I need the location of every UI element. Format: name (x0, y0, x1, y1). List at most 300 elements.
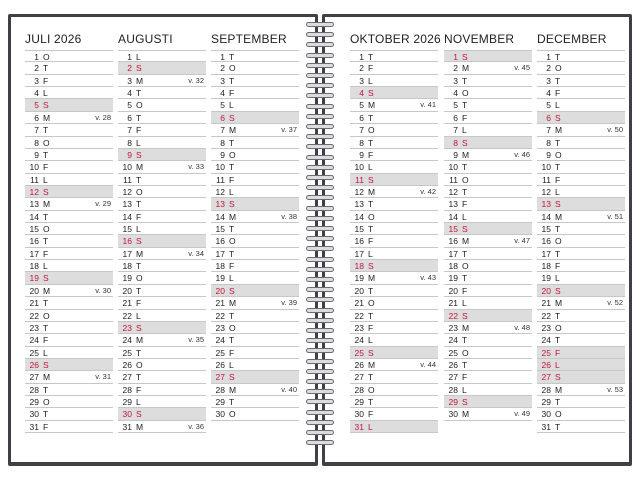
weekday-letter: T (368, 137, 374, 148)
day-row[interactable] (350, 248, 438, 260)
weekday-letter: O (229, 236, 236, 247)
day-row[interactable] (350, 211, 438, 223)
day-row[interactable] (537, 235, 625, 247)
weekday-letter: T (229, 75, 235, 86)
weekday-letter: S (136, 63, 142, 74)
day-row[interactable] (350, 174, 438, 186)
weekday-letter: F (136, 384, 142, 395)
day-number: 22 (29, 310, 39, 321)
weekday-letter: T (136, 347, 142, 358)
day-row[interactable] (537, 186, 625, 198)
day-row[interactable] (537, 50, 625, 62)
day-row[interactable] (211, 248, 299, 260)
weekday-letter: S (229, 112, 235, 123)
day-row[interactable] (118, 161, 206, 173)
day-number: 23 (29, 322, 39, 333)
day-row[interactable] (25, 310, 113, 322)
day-number: 4 (359, 88, 364, 99)
week-number: v. 43 (420, 273, 436, 283)
day-number: 20 (354, 285, 364, 296)
day-row[interactable] (350, 161, 438, 173)
weekday-letter: T (368, 397, 374, 408)
day-row[interactable] (350, 62, 438, 74)
day-row[interactable] (444, 371, 532, 383)
day-row[interactable] (118, 99, 206, 111)
day-number: 29 (122, 397, 132, 408)
day-row[interactable] (537, 371, 625, 383)
month-column-september (211, 28, 299, 421)
day-row[interactable] (25, 371, 113, 383)
weekday-letter: T (43, 149, 49, 160)
day-row[interactable] (118, 285, 206, 297)
day-row[interactable] (537, 297, 625, 309)
weekday-letter: F (136, 298, 142, 309)
day-row[interactable] (118, 198, 206, 210)
day-row[interactable] (444, 384, 532, 396)
day-number: 9 (34, 149, 39, 160)
weekday-letter: M (136, 248, 144, 259)
weekday-letter: T (43, 322, 49, 333)
spiral-loop (306, 93, 334, 98)
day-row[interactable] (444, 186, 532, 198)
spiral-loop (306, 359, 334, 364)
day-row[interactable] (444, 99, 532, 111)
weekday-letter: M (555, 298, 563, 309)
day-row[interactable] (118, 211, 206, 223)
day-row[interactable] (25, 359, 113, 371)
day-row[interactable] (444, 223, 532, 235)
day-row[interactable] (350, 112, 438, 124)
day-row[interactable] (211, 50, 299, 62)
weekday-letter: M (462, 409, 470, 420)
day-row[interactable] (350, 272, 438, 284)
day-number: 28 (29, 384, 39, 395)
day-row[interactable] (118, 149, 206, 161)
day-row[interactable] (350, 310, 438, 322)
day-row[interactable] (537, 384, 625, 396)
day-row[interactable] (118, 334, 206, 346)
day-number: 13 (448, 199, 458, 210)
day-number: 12 (541, 186, 551, 197)
day-row[interactable] (25, 334, 113, 346)
weekday-letter: F (368, 149, 374, 160)
day-row[interactable] (211, 272, 299, 284)
day-row[interactable] (118, 50, 206, 62)
day-row[interactable] (444, 285, 532, 297)
day-number: 5 (546, 100, 551, 111)
day-row[interactable] (118, 124, 206, 136)
day-row[interactable] (211, 186, 299, 198)
day-number: 18 (354, 261, 364, 272)
weekday-letter: L (368, 421, 373, 432)
day-row[interactable] (537, 322, 625, 334)
day-row[interactable] (211, 137, 299, 149)
weekday-letter: L (555, 100, 560, 111)
day-row[interactable] (118, 137, 206, 149)
weekday-letter: T (462, 273, 468, 284)
weekday-letter: T (555, 335, 561, 346)
day-row[interactable] (25, 322, 113, 334)
day-row[interactable] (350, 334, 438, 346)
day-row[interactable] (25, 297, 113, 309)
weekday-letter: L (368, 248, 373, 259)
day-row[interactable] (350, 371, 438, 383)
day-number: 1 (220, 52, 225, 62)
day-row[interactable] (444, 396, 532, 408)
weekday-letter: S (136, 236, 142, 247)
day-row[interactable] (350, 87, 438, 99)
day-row[interactable] (25, 161, 113, 173)
day-row[interactable] (537, 359, 625, 371)
day-row[interactable] (444, 347, 532, 359)
weekday-letter: S (462, 52, 468, 62)
weekday-letter: T (555, 224, 561, 235)
day-row[interactable] (25, 260, 113, 272)
day-row[interactable] (118, 310, 206, 322)
day-row[interactable] (118, 322, 206, 334)
day-row[interactable] (118, 87, 206, 99)
day-row[interactable] (350, 235, 438, 247)
day-row[interactable] (537, 112, 625, 124)
day-row[interactable] (537, 408, 625, 420)
day-number: 22 (354, 310, 364, 321)
day-row[interactable] (25, 124, 113, 136)
day-row[interactable] (350, 124, 438, 136)
weekday-letter: O (136, 359, 143, 370)
day-row[interactable] (537, 272, 625, 284)
day-row[interactable] (537, 174, 625, 186)
day-row[interactable] (444, 297, 532, 309)
week-number: v. 32 (188, 75, 204, 85)
day-row[interactable] (350, 137, 438, 149)
day-number: 6 (359, 112, 364, 123)
weekday-letter: T (368, 224, 374, 235)
day-number: 9 (127, 149, 132, 160)
day-row[interactable] (537, 149, 625, 161)
day-number: 19 (448, 273, 458, 284)
day-number: 21 (215, 298, 225, 309)
day-row[interactable] (25, 75, 113, 87)
day-row[interactable] (118, 260, 206, 272)
day-row[interactable] (350, 186, 438, 198)
day-row[interactable] (350, 223, 438, 235)
day-row[interactable] (350, 359, 438, 371)
day-row[interactable] (350, 347, 438, 359)
day-row[interactable] (25, 396, 113, 408)
weekday-letter: T (555, 248, 561, 259)
day-row[interactable] (211, 161, 299, 173)
day-row[interactable] (444, 334, 532, 346)
day-row[interactable] (25, 235, 113, 247)
day-row[interactable] (211, 260, 299, 272)
day-number: 8 (359, 137, 364, 148)
weekday-letter: O (136, 100, 143, 111)
day-row[interactable] (444, 260, 532, 272)
day-row[interactable] (211, 408, 299, 420)
day-number: 13 (354, 199, 364, 210)
day-number: 25 (29, 347, 39, 358)
month-title: SEPTEMBER (211, 32, 287, 46)
day-number: 24 (448, 335, 458, 346)
day-number: 14 (354, 211, 364, 222)
day-row[interactable] (25, 421, 113, 433)
day-row[interactable] (537, 421, 625, 433)
day-row[interactable] (444, 149, 532, 161)
weekday-letter: O (136, 273, 143, 284)
spiral-loop (306, 338, 334, 343)
weekday-letter: T (136, 285, 142, 296)
day-row[interactable] (25, 186, 113, 198)
day-number: 10 (29, 162, 39, 173)
weekday-letter: T (368, 112, 374, 123)
day-row[interactable] (118, 186, 206, 198)
week-number: v. 42 (420, 186, 436, 196)
day-number: 8 (546, 137, 551, 148)
day-row[interactable] (537, 347, 625, 359)
day-number: 31 (354, 421, 364, 432)
day-row[interactable] (350, 198, 438, 210)
day-row[interactable] (444, 137, 532, 149)
day-row[interactable] (211, 211, 299, 223)
weekday-letter: F (368, 63, 374, 74)
day-row[interactable] (211, 396, 299, 408)
day-row[interactable] (537, 198, 625, 210)
day-row[interactable] (444, 310, 532, 322)
day-row[interactable] (350, 384, 438, 396)
spiral-loop (306, 185, 334, 190)
day-row[interactable] (25, 248, 113, 260)
day-row[interactable] (537, 75, 625, 87)
weekday-letter: T (462, 248, 468, 259)
day-row[interactable] (444, 174, 532, 186)
day-row[interactable] (211, 235, 299, 247)
weekday-letter: F (229, 347, 235, 358)
day-row[interactable] (211, 99, 299, 111)
day-row[interactable] (537, 137, 625, 149)
day-row[interactable] (444, 75, 532, 87)
week-number: v. 37 (281, 125, 297, 135)
day-row[interactable] (25, 347, 113, 359)
day-number: 28 (541, 384, 551, 395)
day-number: 31 (122, 421, 132, 432)
day-number: 14 (122, 211, 132, 222)
week-number: v. 49 (514, 409, 530, 419)
day-row[interactable] (444, 359, 532, 371)
weekday-letter: O (43, 137, 50, 148)
spiral-loop (306, 430, 334, 435)
day-number: 13 (215, 199, 225, 210)
day-row[interactable] (25, 408, 113, 420)
day-number: 17 (354, 248, 364, 259)
day-row[interactable] (25, 285, 113, 297)
day-row[interactable] (444, 272, 532, 284)
weekday-letter: F (43, 248, 49, 259)
day-row[interactable] (118, 396, 206, 408)
day-row[interactable] (25, 62, 113, 74)
day-row[interactable] (118, 297, 206, 309)
weekday-letter: F (43, 75, 49, 86)
day-row[interactable] (25, 50, 113, 62)
day-row[interactable] (211, 174, 299, 186)
day-number: 18 (541, 261, 551, 272)
day-row[interactable] (444, 248, 532, 260)
day-row[interactable] (350, 421, 438, 433)
day-row[interactable] (118, 359, 206, 371)
day-row[interactable] (444, 322, 532, 334)
day-row[interactable] (25, 272, 113, 284)
weekday-letter: T (229, 137, 235, 148)
day-row[interactable] (350, 297, 438, 309)
day-row[interactable] (211, 371, 299, 383)
day-row[interactable] (537, 248, 625, 260)
week-number: v. 51 (607, 211, 623, 221)
day-row[interactable] (537, 260, 625, 272)
day-row[interactable] (211, 62, 299, 74)
day-row[interactable] (25, 174, 113, 186)
weekday-letter: M (462, 63, 470, 74)
day-row[interactable] (211, 359, 299, 371)
weekday-letter: T (368, 285, 374, 296)
day-row[interactable] (537, 285, 625, 297)
day-row[interactable] (211, 149, 299, 161)
day-row[interactable] (537, 334, 625, 346)
month-title: JULI 2026 (25, 32, 82, 46)
day-row[interactable] (118, 112, 206, 124)
day-row[interactable] (211, 124, 299, 136)
day-row[interactable] (118, 408, 206, 420)
day-row[interactable] (537, 99, 625, 111)
spiral-loop (306, 32, 334, 37)
day-row[interactable] (444, 62, 532, 74)
day-row[interactable] (350, 149, 438, 161)
day-number: 24 (215, 335, 225, 346)
day-row[interactable] (350, 322, 438, 334)
day-row[interactable] (537, 396, 625, 408)
day-number: 10 (215, 162, 225, 173)
week-number: v. 45 (514, 63, 530, 73)
day-number: 25 (215, 347, 225, 358)
day-number: 30 (541, 409, 551, 420)
day-row[interactable] (25, 223, 113, 235)
day-number: 29 (448, 397, 458, 408)
day-row[interactable] (25, 87, 113, 99)
day-row[interactable] (211, 322, 299, 334)
day-row[interactable] (25, 149, 113, 161)
weekday-letter: T (462, 359, 468, 370)
day-number: 16 (215, 236, 225, 247)
day-row[interactable] (211, 75, 299, 87)
day-row[interactable] (537, 87, 625, 99)
day-row[interactable] (25, 112, 113, 124)
day-number: 27 (29, 372, 39, 383)
day-row[interactable] (118, 248, 206, 260)
weekday-letter: T (136, 88, 142, 99)
weekday-letter: T (462, 186, 468, 197)
day-row[interactable] (350, 408, 438, 420)
day-row[interactable] (537, 211, 625, 223)
weekday-letter: L (43, 88, 48, 99)
day-row[interactable] (25, 384, 113, 396)
day-row[interactable] (211, 334, 299, 346)
day-row[interactable] (537, 161, 625, 173)
day-row[interactable] (211, 347, 299, 359)
day-row[interactable] (118, 272, 206, 284)
day-number: 6 (546, 112, 551, 123)
day-row[interactable] (537, 310, 625, 322)
day-number: 11 (355, 174, 364, 185)
day-row[interactable] (350, 99, 438, 111)
weekday-letter: L (462, 211, 467, 222)
day-number: 3 (453, 75, 458, 86)
day-row[interactable] (211, 384, 299, 396)
day-row[interactable] (537, 124, 625, 136)
day-row[interactable] (444, 408, 532, 420)
day-row[interactable] (211, 87, 299, 99)
day-row[interactable] (211, 297, 299, 309)
day-row[interactable] (444, 112, 532, 124)
weekday-letter: S (555, 112, 561, 123)
weekday-letter: L (368, 335, 373, 346)
day-number: 23 (215, 322, 225, 333)
day-row[interactable] (118, 371, 206, 383)
day-row[interactable] (118, 174, 206, 186)
day-row[interactable] (444, 161, 532, 173)
day-row[interactable] (118, 421, 206, 433)
day-row[interactable] (350, 285, 438, 297)
day-row[interactable] (25, 198, 113, 210)
day-row[interactable] (444, 50, 532, 62)
day-row[interactable] (350, 75, 438, 87)
day-row[interactable] (211, 285, 299, 297)
weekday-letter: T (555, 75, 561, 86)
day-row[interactable] (211, 310, 299, 322)
day-row[interactable] (25, 137, 113, 149)
day-row[interactable] (211, 112, 299, 124)
week-number: v. 44 (420, 359, 436, 369)
day-row[interactable] (118, 223, 206, 235)
day-row[interactable] (118, 347, 206, 359)
weekday-letter: F (229, 261, 235, 272)
day-row[interactable] (211, 223, 299, 235)
day-number: 28 (354, 384, 364, 395)
day-row[interactable] (350, 396, 438, 408)
day-row[interactable] (211, 198, 299, 210)
day-row[interactable] (118, 62, 206, 74)
day-row[interactable] (350, 50, 438, 62)
day-row[interactable] (350, 260, 438, 272)
day-row[interactable] (118, 235, 206, 247)
day-row[interactable] (444, 124, 532, 136)
day-row[interactable] (444, 235, 532, 247)
day-number: 31 (541, 421, 551, 432)
day-number: 25 (448, 347, 458, 358)
weekday-letter: L (555, 186, 560, 197)
weekday-letter: F (368, 322, 374, 333)
day-row[interactable] (25, 211, 113, 223)
day-number: 14 (448, 211, 458, 222)
day-row[interactable] (118, 75, 206, 87)
day-number: 10 (541, 162, 551, 173)
day-row[interactable] (25, 99, 113, 111)
month-title: OKTOBER 2026 (350, 32, 441, 46)
day-row[interactable] (444, 198, 532, 210)
day-row[interactable] (537, 62, 625, 74)
day-row[interactable] (537, 223, 625, 235)
day-row[interactable] (444, 211, 532, 223)
day-row[interactable] (444, 87, 532, 99)
day-row[interactable] (118, 384, 206, 396)
weekday-letter: O (43, 52, 50, 62)
